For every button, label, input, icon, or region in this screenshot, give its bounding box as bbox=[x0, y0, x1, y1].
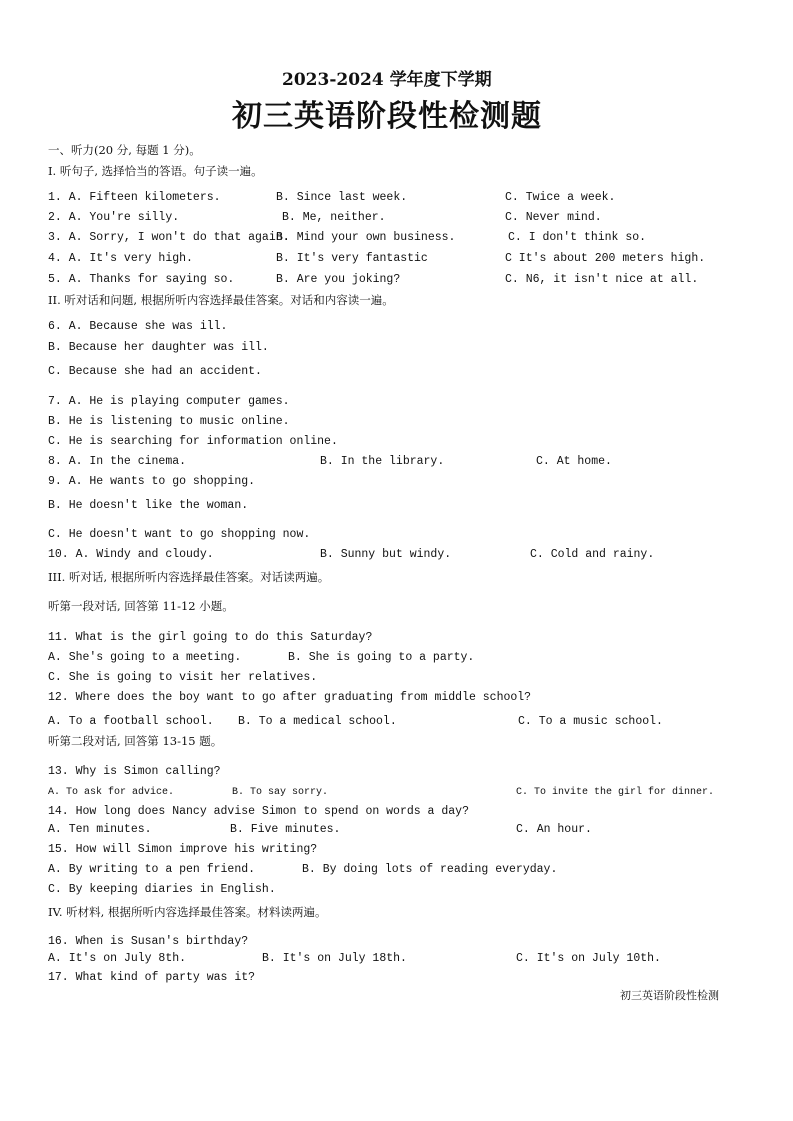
part3-heading: III. 听对话, 根据所听内容选择最佳答案。对话读两遍。 bbox=[48, 570, 330, 584]
q11-option-b: B. She is going to a party. bbox=[288, 651, 475, 664]
part2-heading: II. 听对话和问题, 根据所听内容选择最佳答案。对话和内容读一遍。 bbox=[48, 293, 394, 307]
q16-option-a: A. It's on July 8th. bbox=[48, 952, 187, 965]
q6-option-c: C. Because she had an accident. bbox=[48, 365, 262, 378]
q8-option-a: 8. A. In the cinema. bbox=[48, 455, 187, 468]
q12-option-b: B. To a medical school. bbox=[238, 715, 397, 728]
q1-option-a: 1. A. Fifteen kilometers. bbox=[48, 191, 221, 204]
q16-option-b: B. It's on July 18th. bbox=[262, 952, 407, 965]
q15-option-b: B. By doing lots of reading everyday. bbox=[302, 863, 558, 876]
q8-option-b: B. In the library. bbox=[320, 455, 445, 468]
q9-option-c: C. He doesn't want to go shopping now. bbox=[48, 528, 311, 541]
q3-option-a: 3. A. Sorry, I won't do that again. bbox=[48, 231, 290, 244]
section-heading: 一、听力(20 分, 每题 1 分)。 bbox=[48, 143, 201, 157]
q14-option-a: A. Ten minutes. bbox=[48, 823, 152, 836]
q7-option-b: B. He is listening to music online. bbox=[48, 415, 290, 428]
q9-option-b: B. He doesn't like the woman. bbox=[48, 499, 249, 512]
q15-question: 15. How will Simon improve his writing? bbox=[48, 843, 318, 856]
q16-question: 16. When is Susan's birthday? bbox=[48, 935, 249, 948]
q11-option-a: A. She's going to a meeting. bbox=[48, 651, 242, 664]
q5-option-a: 5. A. Thanks for saying so. bbox=[48, 273, 235, 286]
q1-option-b: B. Since last week. bbox=[276, 191, 408, 204]
page-footer: 初三英语阶段性检测 bbox=[620, 989, 719, 1002]
q6-option-b: B. Because her daughter was ill. bbox=[48, 341, 269, 354]
q6-option-a: 6. A. Because she was ill. bbox=[48, 320, 228, 333]
part4-heading: IV. 听材料, 根据所听内容选择最佳答案。材料读两遍。 bbox=[48, 905, 327, 919]
year-line: 2023-2024 学年度下学期 bbox=[282, 70, 492, 90]
q12-option-a: A. To a football school. bbox=[48, 715, 214, 728]
q8-option-c: C. At home. bbox=[536, 455, 612, 468]
q15-option-a: A. By writing to a pen friend. bbox=[48, 863, 256, 876]
q14-question: 14. How long does Nancy advise Simon to spend on words a day? bbox=[48, 805, 469, 818]
q12-question: 12. Where does the boy want to go after graduating from middle school? bbox=[48, 691, 532, 704]
q11-question: 11. What is the girl going to do this Saturday? bbox=[48, 631, 373, 644]
q4-option-b: B. It's very fantastic bbox=[276, 252, 428, 265]
q13-question: 13. Why is Simon calling? bbox=[48, 765, 221, 778]
q4-option-c: C It's about 200 meters high. bbox=[505, 252, 706, 265]
q12-option-c: C. To a music school. bbox=[518, 715, 663, 728]
q13-option-a: A. To ask for advice. bbox=[48, 787, 175, 798]
q15-option-c: C. By keeping diaries in English. bbox=[48, 883, 276, 896]
q7-option-c: C. He is searching for information online. bbox=[48, 435, 338, 448]
q17-question: 17. What kind of party was it? bbox=[48, 971, 256, 984]
q3-option-c: C. I don't think so. bbox=[508, 231, 647, 244]
q14-option-c: C. An hour. bbox=[516, 823, 592, 836]
part1-heading: I. 听句子, 选择恰当的答语。句子读一遍。 bbox=[48, 164, 263, 178]
q2-option-a: 2. A. You're silly. bbox=[48, 211, 180, 224]
q13-option-b: B. To say sorry. bbox=[232, 787, 329, 798]
q5-option-b: B. Are you joking? bbox=[276, 273, 401, 286]
q13-option-c: C. To invite the girl for dinner. bbox=[516, 787, 715, 798]
q14-option-b: B. Five minutes. bbox=[230, 823, 341, 836]
q5-option-c: C. N6, it isn't nice at all. bbox=[505, 273, 699, 286]
q3-option-b: B. Mind your own business. bbox=[276, 231, 456, 244]
q10-option-a: 10. A. Windy and cloudy. bbox=[48, 548, 214, 561]
q7-option-a: 7. A. He is playing computer games. bbox=[48, 395, 290, 408]
q4-option-a: 4. A. It's very high. bbox=[48, 252, 193, 265]
q9-option-a: 9. A. He wants to go shopping. bbox=[48, 475, 256, 488]
q16-option-c: C. It's on July 10th. bbox=[516, 952, 661, 965]
part3-dialog2-note: 听第二段对话, 回答第 13-15 题。 bbox=[48, 734, 223, 748]
q10-option-b: B. Sunny but windy. bbox=[320, 548, 452, 561]
q1-option-c: C. Twice a week. bbox=[505, 191, 616, 204]
q11-option-c: C. She is going to visit her relatives. bbox=[48, 671, 318, 684]
page-title: 初三英语阶段性检测题 bbox=[232, 99, 542, 134]
part3-dialog1-note: 听第一段对话, 回答第 11-12 小题。 bbox=[48, 599, 234, 613]
q10-option-c: C. Cold and rainy. bbox=[530, 548, 655, 561]
q2-option-b: B. Me, neither. bbox=[282, 211, 386, 224]
q2-option-c: C. Never mind. bbox=[505, 211, 602, 224]
